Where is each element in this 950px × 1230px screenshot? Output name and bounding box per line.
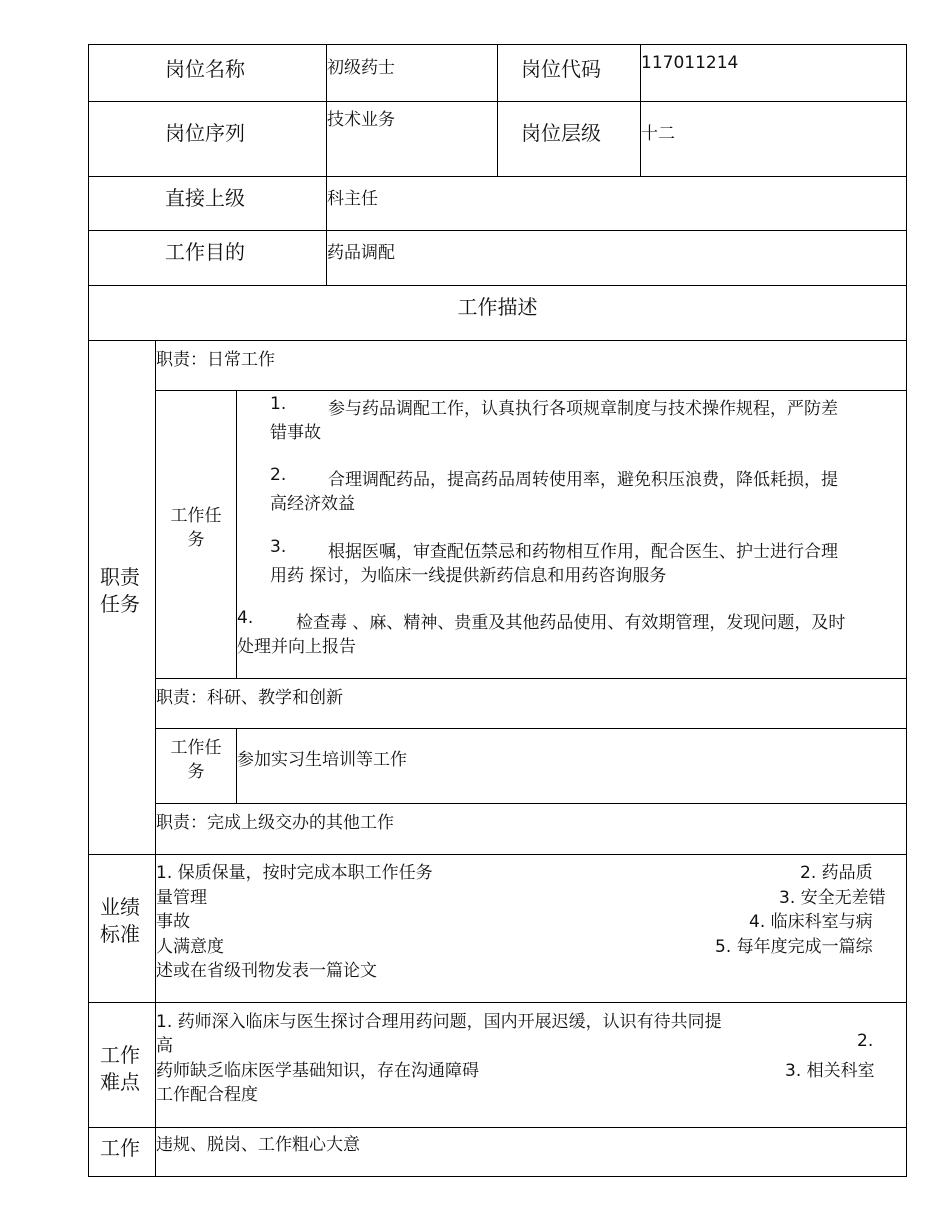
task-number: 2.	[270, 465, 287, 485]
task-number: 4.	[237, 608, 254, 628]
performance-line: 述或在省级刊物发表一篇论文	[156, 961, 377, 981]
last-row-label: 工作	[100, 1136, 140, 1160]
row-divider	[89, 176, 906, 177]
position-name-label: 岗位名称	[165, 57, 245, 81]
task-label-line2: 务	[187, 762, 205, 782]
supervisor-value: 科主任	[327, 189, 378, 209]
difficulty-line: 工作配合程度	[156, 1085, 258, 1105]
difficulty-line: 1. 药师深入临床与医生探讨合理用药问题，国内开展迟缓，认识有待共同提	[156, 1012, 722, 1032]
difficulty-label-line2: 难点	[100, 1070, 140, 1094]
task-number: 3.	[270, 537, 287, 557]
task-text: 用药 探讨，为临床一线提供新药信息和用药咨询服务	[270, 566, 667, 586]
performance-label-line2: 标准	[100, 922, 140, 946]
task-text: 处理并向上报告	[237, 637, 356, 657]
position-level-value: 十二	[641, 124, 675, 144]
task-label-line2: 务	[187, 530, 205, 550]
row-divider	[89, 1127, 906, 1128]
row-divider	[89, 285, 906, 286]
position-name-value: 初级药士	[327, 58, 395, 78]
duty-title-daily: 职责：日常工作	[156, 350, 275, 370]
task-label-line1: 工作任	[170, 506, 222, 526]
task-label-line1: 工作任	[170, 738, 222, 758]
row-divider	[156, 678, 906, 679]
job-description-table	[88, 44, 907, 1177]
duty-title-research: 职责：科研、教学和创新	[156, 688, 343, 708]
performance-line: 3. 安全无差错	[779, 888, 886, 908]
col-divider	[497, 45, 498, 176]
difficulty-line: 高	[156, 1036, 173, 1056]
duties-label-line2: 任务	[100, 592, 140, 616]
task-text: 参与药品调配工作，认真执行各项规章制度与技术操作规程，严防差	[328, 399, 838, 419]
position-level-label: 岗位层级	[521, 121, 601, 145]
purpose-label: 工作目的	[165, 240, 245, 264]
row-divider	[156, 728, 906, 729]
performance-line: 4. 临床科室与病	[749, 912, 873, 932]
performance-line: 1. 保质保量，按时完成本职工作任务	[156, 863, 433, 883]
position-code-label: 岗位代码	[521, 57, 601, 81]
task-text: 高经济效益	[270, 494, 355, 514]
row-divider	[156, 803, 906, 804]
description-title: 工作描述	[457, 295, 538, 319]
position-sequence-label: 岗位序列	[165, 121, 245, 145]
position-sequence-value: 技术业务	[327, 110, 395, 130]
duties-label-line1: 职责	[100, 565, 140, 589]
position-code-value: 117011214	[641, 53, 739, 73]
performance-line: 2. 药品质	[800, 863, 873, 883]
row-divider	[89, 1002, 906, 1003]
supervisor-label: 直接上级	[165, 186, 245, 210]
performance-line: 人满意度	[156, 937, 224, 957]
task-text: 参加实习生培训等工作	[237, 750, 407, 770]
performance-line: 量管理	[156, 888, 207, 908]
task-number: 1.	[270, 394, 287, 414]
difficulty-line: 3. 相关科室	[785, 1061, 875, 1081]
task-text: 根据医嘱，审查配伍禁忌和药物相互作用，配合医生、护士进行合理	[328, 542, 838, 562]
difficulty-label-line1: 工作	[100, 1043, 140, 1067]
row-divider	[89, 230, 906, 231]
duty-title-other: 职责：完成上级交办的其他工作	[156, 813, 394, 833]
task-text: 合理调配药品，提高药品周转使用率，避免积压浪费，降低耗损，提	[328, 470, 838, 490]
last-row-value: 违规、脱岗、工作粗心大意	[156, 1135, 360, 1155]
difficulty-line: 药师缺乏临床医学基础知识，存在沟通障碍	[156, 1061, 479, 1081]
performance-line: 事故	[156, 912, 190, 932]
performance-label-line1: 业绩	[100, 895, 140, 919]
performance-line: 5. 每年度完成一篇综	[715, 937, 873, 957]
row-divider	[156, 390, 906, 391]
row-divider	[89, 340, 906, 341]
difficulty-line: 2.	[857, 1031, 874, 1051]
task-text: 检查毒 、麻、精神、贵重及其他药品使用、有效期管理，发现问题，及时	[296, 613, 846, 633]
purpose-value: 药品调配	[327, 243, 395, 263]
row-divider	[89, 854, 906, 855]
task-text: 错事故	[270, 423, 321, 443]
